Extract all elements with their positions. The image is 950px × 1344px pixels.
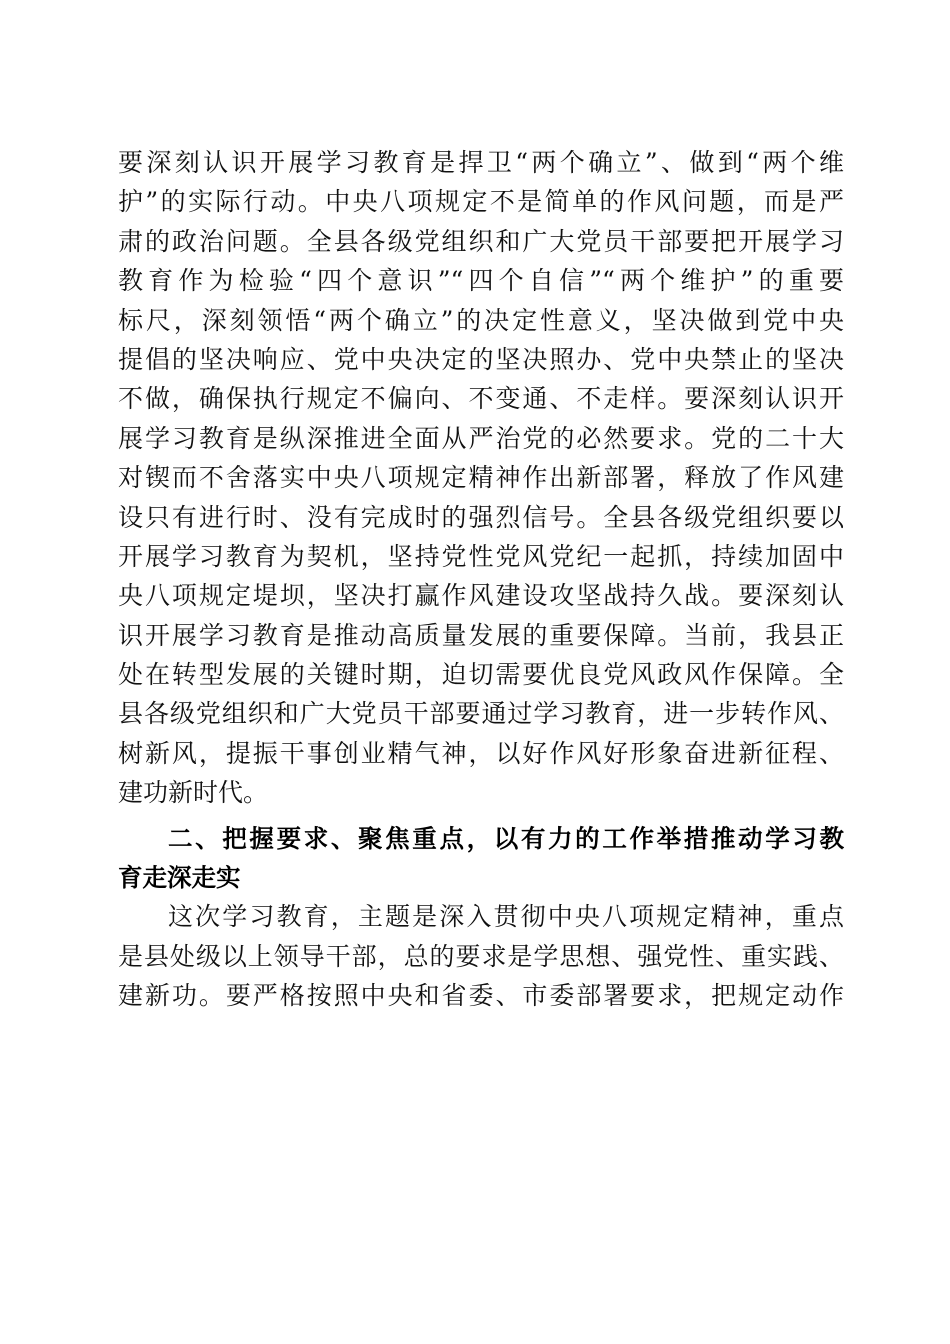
text-line: 要深刻认识开展学习教育是捍卫“两个确立”、做到“两个维 — [118, 148, 844, 177]
section-heading — [118, 819, 844, 898]
text-line: 标尺，深刻领悟“两个确立”的决定性意义，坚决做到党中央 — [118, 305, 844, 335]
text-line: 识开展学习教育是推动高质量发展的重要保障。当前，我县正 — [118, 620, 844, 650]
text-line: 树新风，提振干事创业精气神，以好作风好形象奋进新征程、 — [118, 738, 844, 768]
heading-line: 育走深走实 — [118, 863, 241, 893]
text-line: 教育作为检验“四个意识”“四个自信”“两个维护”的重要 — [118, 266, 844, 296]
text-line: 展学习教育是纵深推进全面从严治党的必然要求。党的二十大 — [118, 423, 844, 453]
heading-line: 二、把握要求、聚焦重点，以有力的工作举措推动学习教 — [168, 823, 844, 853]
text-line: 设只有进行时、没有完成时的强烈信号。全县各级党组织要以 — [118, 502, 844, 532]
text-line: 处在转型发展的关键时期，迫切需要优良党风政风作保障。全 — [118, 660, 844, 690]
text-line: 这次学习教育，主题是深入贯彻中央八项规定精神，重点 — [168, 902, 844, 932]
text-line: 提倡的坚决响应、党中央决定的坚决照办、党中央禁止的坚决 — [118, 344, 844, 374]
text-line: 不做，确保执行规定不偏向、不变通、不走样。要深刻认识开 — [118, 384, 844, 414]
text-line: 建功新时代。 — [118, 778, 269, 808]
text-line: 护”的实际行动。中央八项规定不是简单的作风问题，而是严 — [118, 187, 844, 217]
body-paragraph — [118, 143, 844, 813]
text-line: 建新功。要严格按照中央和省委、市委部署要求，把规定动作 — [118, 981, 844, 1011]
text-line: 县各级党组织和广大党员干部要通过学习教育，进一步转作风、 — [118, 699, 844, 729]
text-line: 央八项规定堤坝，坚决打赢作风建设攻坚战持久战。要深刻认 — [118, 581, 844, 611]
document-body — [118, 143, 844, 1016]
text-line: 开展学习教育为契机，坚持党性党风党纪一起抓，持续加固中 — [118, 541, 844, 571]
text-line: 对锲而不舍落实中央八项规定精神作出新部署，释放了作风建 — [118, 463, 844, 493]
text-line: 肃的政治问题。全县各级党组织和广大党员干部要把开展学习 — [118, 226, 844, 256]
text-line: 是县处级以上领导干部，总的要求是学思想、强党性、重实践、 — [118, 941, 844, 971]
body-paragraph — [118, 897, 844, 1015]
